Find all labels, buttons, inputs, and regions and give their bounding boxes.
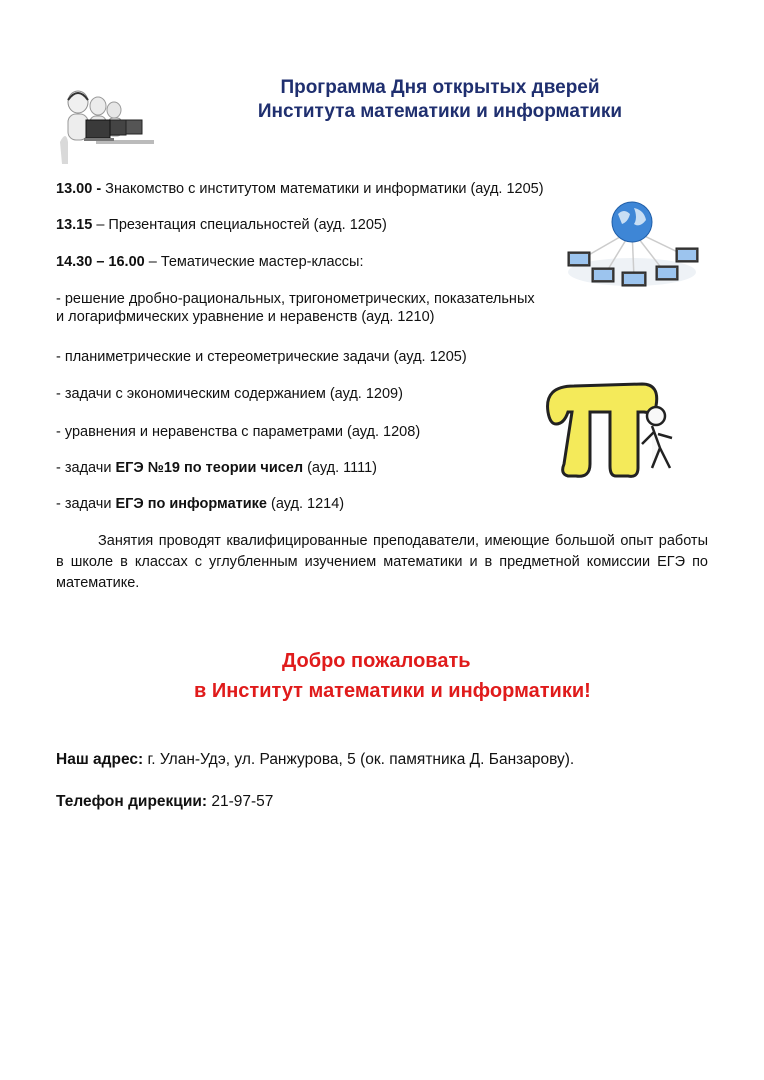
globe-network-illustration [562,194,702,294]
phone-label: Телефон дирекции: [56,793,208,810]
topic-6 [56,495,344,513]
pi-character-illustration [534,372,684,482]
topic-4: - уравнения и неравенства с параметрами (ауд. 1208) [56,424,421,440]
schedule-text: Знакомство с институтом математики и информатики (ауд. 1205) [101,181,544,197]
phone-value: 21-97-57 [207,793,274,810]
page-title [180,76,700,124]
schedule-text: – Презентация специальностей (ауд. 1205) [92,217,387,233]
address-line [56,750,574,770]
welcome-line-1: Добро пожаловать [282,650,471,672]
phone-line [56,792,273,812]
schedule-time: 13.00 - [56,181,102,197]
topic-5-prefix: - задачи [56,460,116,476]
welcome-heading [150,646,610,706]
title-line-2: Института математики и информатики [257,101,623,122]
schedule-text: – Тематические мастер-классы: [144,254,364,270]
topic-3: - задачи с экономическим содержанием (ауд. 1209) [56,386,403,402]
topic-1-line-2: и логарифмических уравнение и неравенств (ауд. 1210) [56,309,435,325]
topic-6-emphasis: ЕГЭ по информатике [115,496,267,512]
topic-1 [56,290,535,326]
topic-5-suffix: (ауд. 1111) [303,460,377,476]
headset-operators-illustration [56,80,156,166]
topic-6-prefix: - задачи [56,496,116,512]
schedule-item-3 [56,253,364,271]
schedule-item-2 [56,216,387,234]
schedule-item-1 [56,180,544,198]
topic-2: - планиметрические и стереометрические задачи (ауд. 1205) [56,349,467,365]
address-value: г. Улан-Удэ, ул. Ранжурова, 5 (ок. памятника Д. Банзарову). [143,751,575,768]
title-line-1: Программа Дня открытых дверей [280,77,600,98]
address-label: Наш адрес: [56,751,144,768]
welcome-line-2: в Институт математики и информатики! [194,680,591,702]
topic-6-suffix: (ауд. 1214) [266,496,345,512]
topic-5-emphasis: ЕГЭ №19 по теории чисел [115,460,304,476]
topic-1-line-1: - решение дробно-рациональных, тригонометрических, показательных [56,291,535,307]
topic-5 [56,459,377,477]
teachers-paragraph: Занятия проводят квалифицированные преподаватели, имеющие большой опыт работы в школе в классах с углубленным изучением математики и в предметной комиссии ЕГЭ по математике. [56,533,708,591]
schedule-time: 13.15 [56,217,93,233]
schedule-time: 14.30 – 16.00 [56,254,145,270]
